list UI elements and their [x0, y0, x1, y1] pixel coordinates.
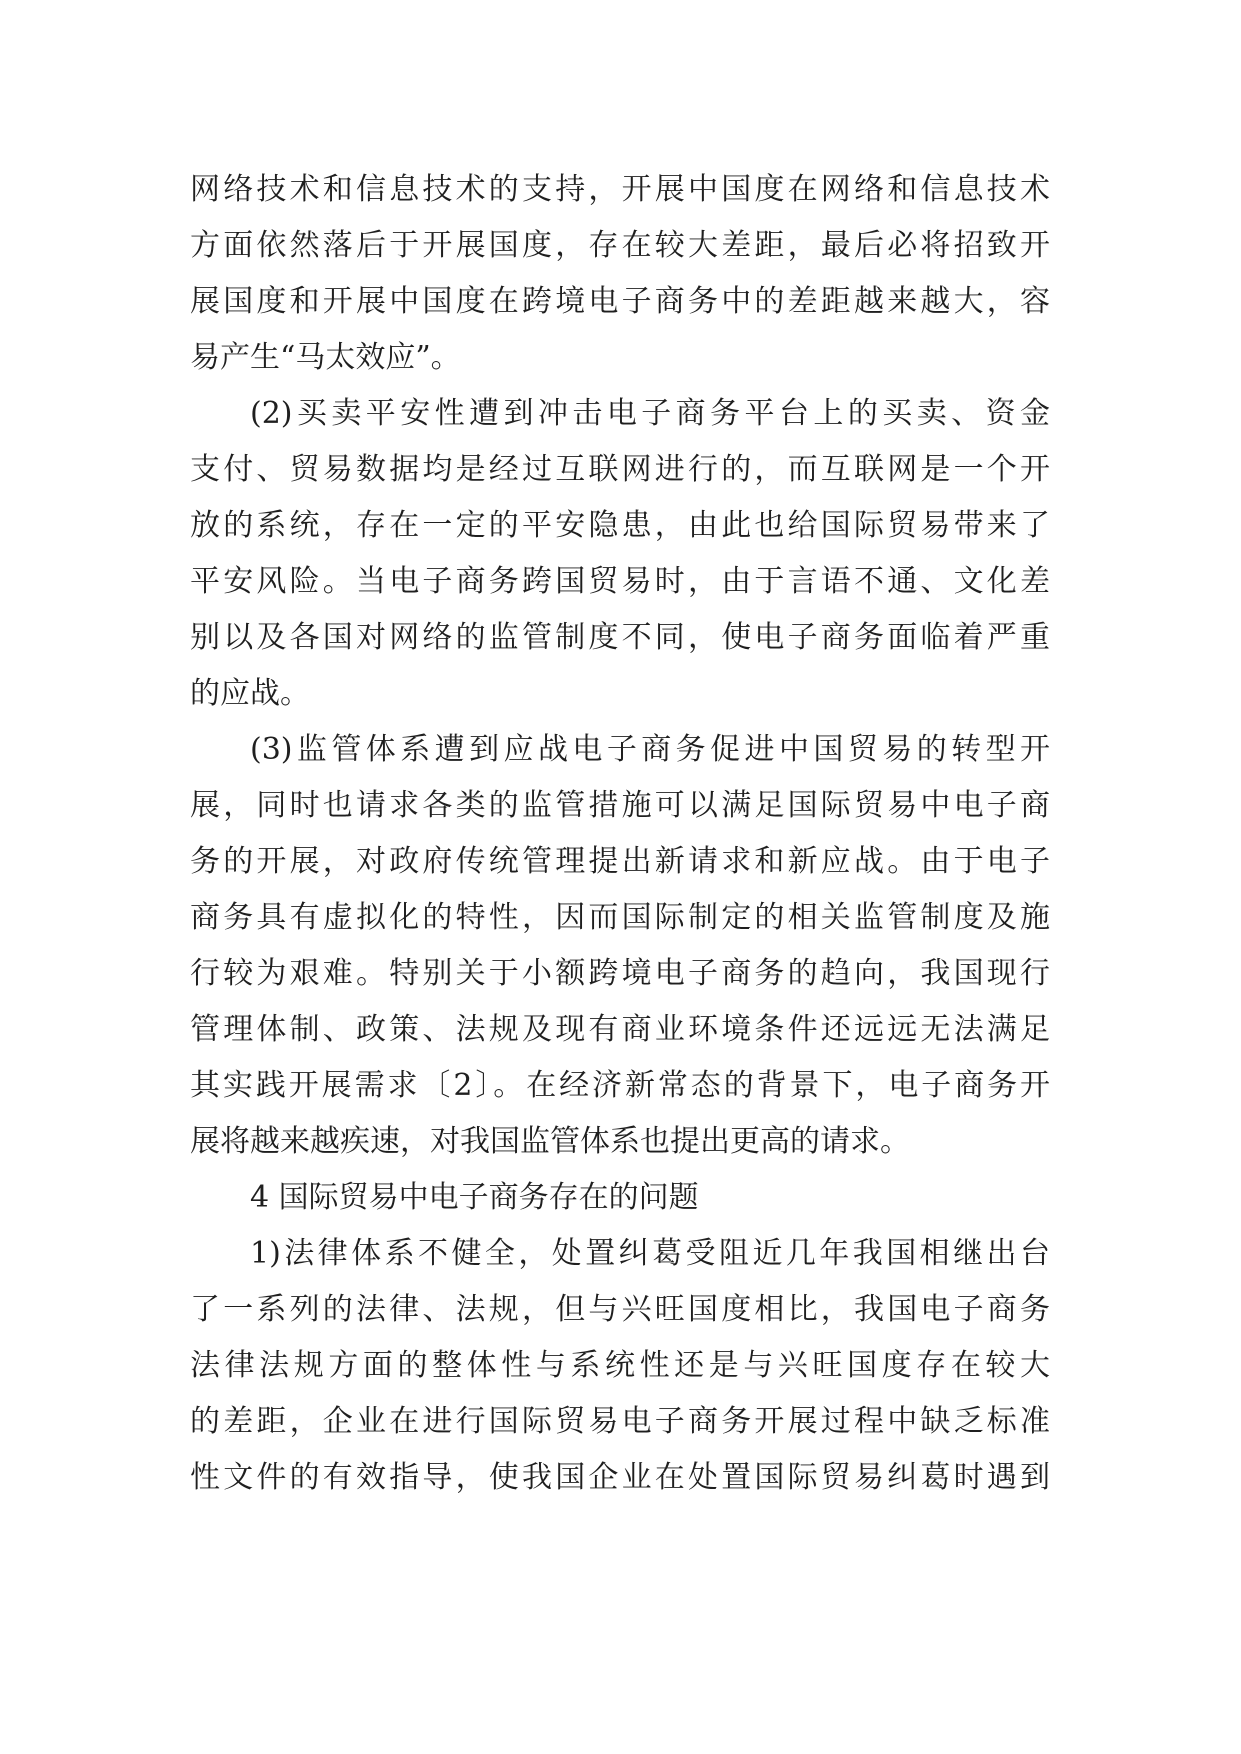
text-line: 易产生“马太效应”。 [190, 340, 461, 375]
text-line: 的应战。 [190, 676, 310, 711]
text-line: 方面依然落后于开展国度，存在较大差距，最后必将招致开 [190, 228, 1050, 263]
text-line: 法律法规方面的整体性与系统性还是与兴旺国度存在较大 [190, 1348, 1050, 1383]
text-line: (2)买卖平安性遭到冲击电子商务平台上的买卖、资金 [250, 396, 1050, 431]
text-line: 务的开展，对政府传统管理提出新请求和新应战。由于电子 [190, 844, 1050, 879]
text-line: (3)监管体系遭到应战电子商务促进中国贸易的转型开 [250, 732, 1050, 767]
text-line: 平安风险。当电子商务跨国贸易时，由于言语不通、文化差 [190, 564, 1050, 599]
text-line: 展，同时也请求各类的监管措施可以满足国际贸易中电子商 [190, 788, 1050, 823]
text-line: 管理体制、政策、法规及现有商业环境条件还远远无法满足 [190, 1012, 1050, 1047]
text-line: 了一系列的法律、法规，但与兴旺国度相比，我国电子商务 [190, 1292, 1050, 1327]
text-line: 的差距，企业在进行国际贸易电子商务开展过程中缺乏标准 [190, 1404, 1050, 1439]
text-line: 别以及各国对网络的监管制度不同，使电子商务面临着严重 [190, 620, 1050, 655]
text-line: 性文件的有效指导，使我国企业在处置国际贸易纠葛时遇到 [190, 1460, 1050, 1495]
text-line: 展国度和开展中国度在跨境电子商务中的差距越来越大，容 [190, 284, 1050, 319]
text-line: 其实践开展需求〔2〕。在经济新常态的背景下，电子商务开 [190, 1068, 1050, 1103]
text-line: 商务具有虚拟化的特性，因而国际制定的相关监管制度及施 [190, 900, 1050, 935]
text-line: 展将越来越疾速，对我国监管体系也提出更高的请求。 [190, 1124, 910, 1159]
text-line: 网络技术和信息技术的支持，开展中国度在网络和信息技术 [190, 172, 1050, 207]
text-line: 放的系统，存在一定的平安隐患，由此也给国际贸易带来了 [190, 508, 1050, 543]
text-line: 支付、贸易数据均是经过互联网进行的，而互联网是一个开 [190, 452, 1050, 487]
text-line: 1)法律体系不健全，处置纠葛受阻近几年我国相继出台 [250, 1236, 1050, 1271]
section-heading: 4 国际贸易中电子商务存在的问题 [250, 1180, 699, 1215]
text-line: 行较为艰难。特别关于小额跨境电子商务的趋向，我国现行 [190, 956, 1050, 991]
